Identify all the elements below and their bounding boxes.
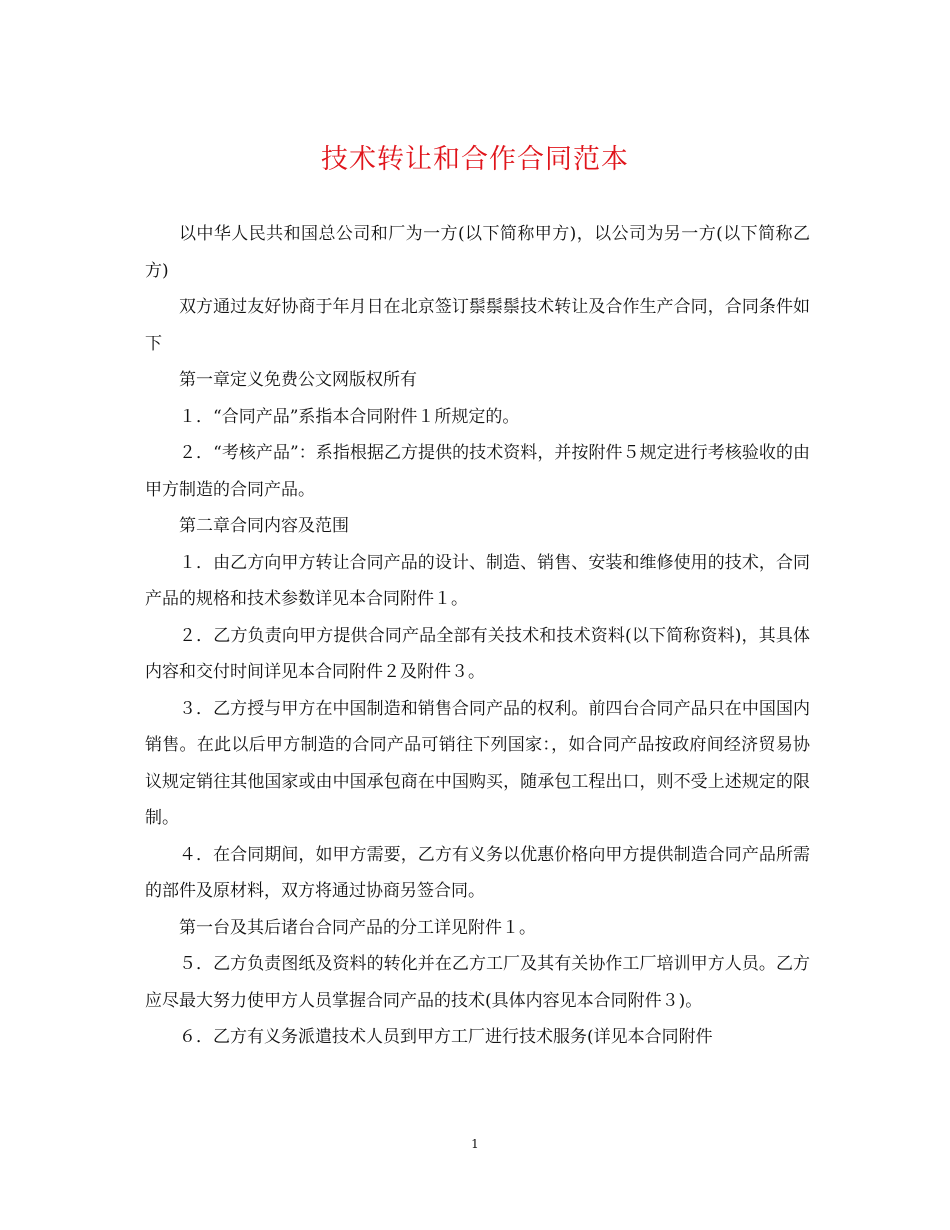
- paragraph-parties: 以中华人民共和国总公司和厂为一方(以下简称甲方)，以公司为另一方(以下简称乙方): [145, 224, 810, 281]
- clause-1-1: １．“合同产品”系指本合同附件１所规定的。: [179, 406, 520, 427]
- document-body: [145, 216, 810, 1056]
- chapter-one-heading: 第一章定义免费公文网版权所有: [179, 370, 417, 390]
- clause-2-1: １．由乙方向甲方转让合同产品的设计、制造、销售、安装和维修使用的技术，合同产品的规格和技术参数详见本合同附件１。: [145, 552, 810, 609]
- paragraph-agreement: 双方通过友好协商于年月日在北京签订鬃鬃鬃技术转让及合作生产合同，合同条件如下: [145, 297, 810, 354]
- division-of-work-note: 第一台及其后诸台合同产品的分工详见附件１。: [179, 917, 536, 938]
- clause-2-6: ６．乙方有义务派遣技术人员到甲方工厂进行技术服务(详见本合同附件: [179, 1027, 713, 1047]
- clause-2-3: ３．乙方授与甲方在中国制造和销售合同产品的权利。前四台合同产品只在中国国内销售。在此以后甲方制造的合同产品可销往下列国家：，如合同产品按政府间经济贸易协议规定销往其他国家或由中国承包商在中国购买，随承包工程出口，则不受上述规定的限制。: [145, 698, 810, 828]
- clause-1-2: ２．“考核产品”：系指根据乙方提供的技术资料，并按附件５规定进行考核验收的由甲方制造的合同产品。: [145, 443, 810, 500]
- document-title: 技术转让和合作合同范本: [321, 144, 629, 175]
- clause-2-4: ４．在合同期间，如甲方需要，乙方有义务以优惠价格向甲方提供制造合同产品所需的部件及原材料，双方将通过协商另签合同。: [145, 844, 810, 901]
- clause-2-5: ５．乙方负责图纸及资料的转化并在乙方工厂及其有关协作工厂培训甲方人员。乙方应尽最大努力使甲方人员掌握合同产品的技术(具体内容见本合同附件３)。: [145, 954, 810, 1011]
- clause-2-2: ２．乙方负责向甲方提供合同产品全部有关技术和技术资料(以下简称资料)，其具体内容和交付时间详见本合同附件２及附件３。: [145, 625, 810, 682]
- chapter-two-heading: 第二章合同内容及范围: [179, 516, 349, 536]
- page-number: 1: [471, 1137, 479, 1151]
